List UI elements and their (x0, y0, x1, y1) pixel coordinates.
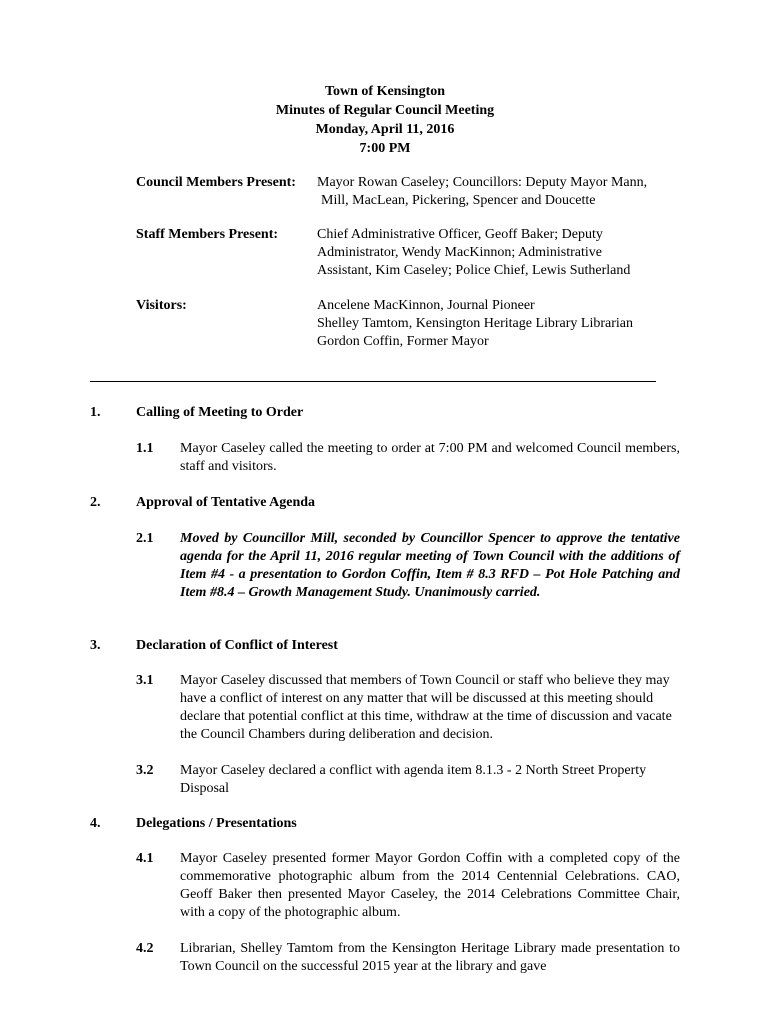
section-title: Delegations / Presentations (136, 816, 297, 831)
meeting-date: Monday, April 11, 2016 (315, 122, 455, 137)
section-number: 4. (90, 816, 101, 831)
document-title: Minutes of Regular Council Meeting (275, 103, 495, 118)
item-text: Librarian, Shelley Tamtom from the Kensington Heritage Library made presentation to Town Council on the successful 2015 year at the library and gave (180, 941, 680, 974)
section-title: Approval of Tentative Agenda (136, 495, 316, 510)
section-title: Declaration of Conflict of Interest (136, 638, 338, 653)
divider (90, 381, 656, 382)
meeting-time: 7:00 PM (359, 141, 411, 156)
item-text: Mayor Caseley presented former Mayor Gordon Coffin with a completed copy of the commemorative photographic album from the 2014 Centennial Celebrations. CAO, Geoff Baker then presented Mayor Caseley, the 2014 Celebrations Committee Chair, with a copy of the photographic album. (180, 851, 680, 920)
item-text: Mayor Caseley called the meeting to order at 7:00 PM and welcomed Council members, staff and visitors. (180, 441, 680, 474)
item-text: Mayor Caseley discussed that members of Town Council or staff who believe they may have a conflict of interest on any matter that will be discussed at this meeting should declare that potential conflict at this time, withdraw at the time of discussion and vacate the Council Chambers during deliberation and decision. (180, 673, 672, 742)
town-name: Town of Kensington (324, 84, 446, 99)
section-number: 2. (90, 495, 101, 510)
item-text: Mayor Caseley declared a conflict with agenda item 8.1.3 - 2 North Street Property Disposal (180, 763, 647, 796)
item-number: 4.2 (136, 941, 154, 956)
council-members-line: Mill, MacLean, Pickering, Spencer and Doucette (321, 193, 596, 208)
visitor-line: Ancelene MacKinnon, Journal Pioneer (317, 298, 535, 313)
item-number: 2.1 (136, 531, 154, 546)
staff-members-line: Administrator, Wendy MacKinnon; Administrative (317, 245, 603, 260)
section-number: 3. (90, 638, 101, 653)
item-number: 4.1 (136, 851, 154, 866)
council-members-list (317, 174, 687, 210)
motion-text: Moved by Councillor Mill, seconded by Councillor Spencer to approve the tentative agenda for the April 11, 2016 regular meeting of Town Council with the additions of Item #4 - a presentation to Gordon Coffin, Item # 8.3 RFD – Pot Hole Patching and Item #8.4 – Growth Management Study. Unanimously carried. (180, 531, 680, 600)
item-number: 3.1 (136, 673, 154, 688)
section-number: 1. (90, 405, 101, 420)
visitor-line: Gordon Coffin, Former Mayor (317, 334, 489, 349)
visitors-label: Visitors: (136, 298, 187, 313)
item-number: 1.1 (136, 441, 154, 456)
council-members-label: Council Members Present: (136, 175, 296, 190)
council-members-line: Mayor Rowan Caseley; Councillors: Deputy Mayor Mann, (317, 175, 648, 190)
visitor-line: Shelley Tamtom, Kensington Heritage Library Librarian (317, 316, 634, 331)
staff-members-label: Staff Members Present: (136, 227, 279, 242)
document-header (0, 82, 770, 158)
staff-members-line: Assistant, Kim Caseley; Police Chief, Lewis Sutherland (317, 263, 631, 278)
staff-members-list (317, 226, 687, 280)
visitors-list (317, 297, 687, 351)
item-number: 3.2 (136, 763, 154, 778)
staff-members-line: Chief Administrative Officer, Geoff Baker; Deputy (317, 227, 603, 242)
section-title: Calling of Meeting to Order (136, 405, 304, 420)
